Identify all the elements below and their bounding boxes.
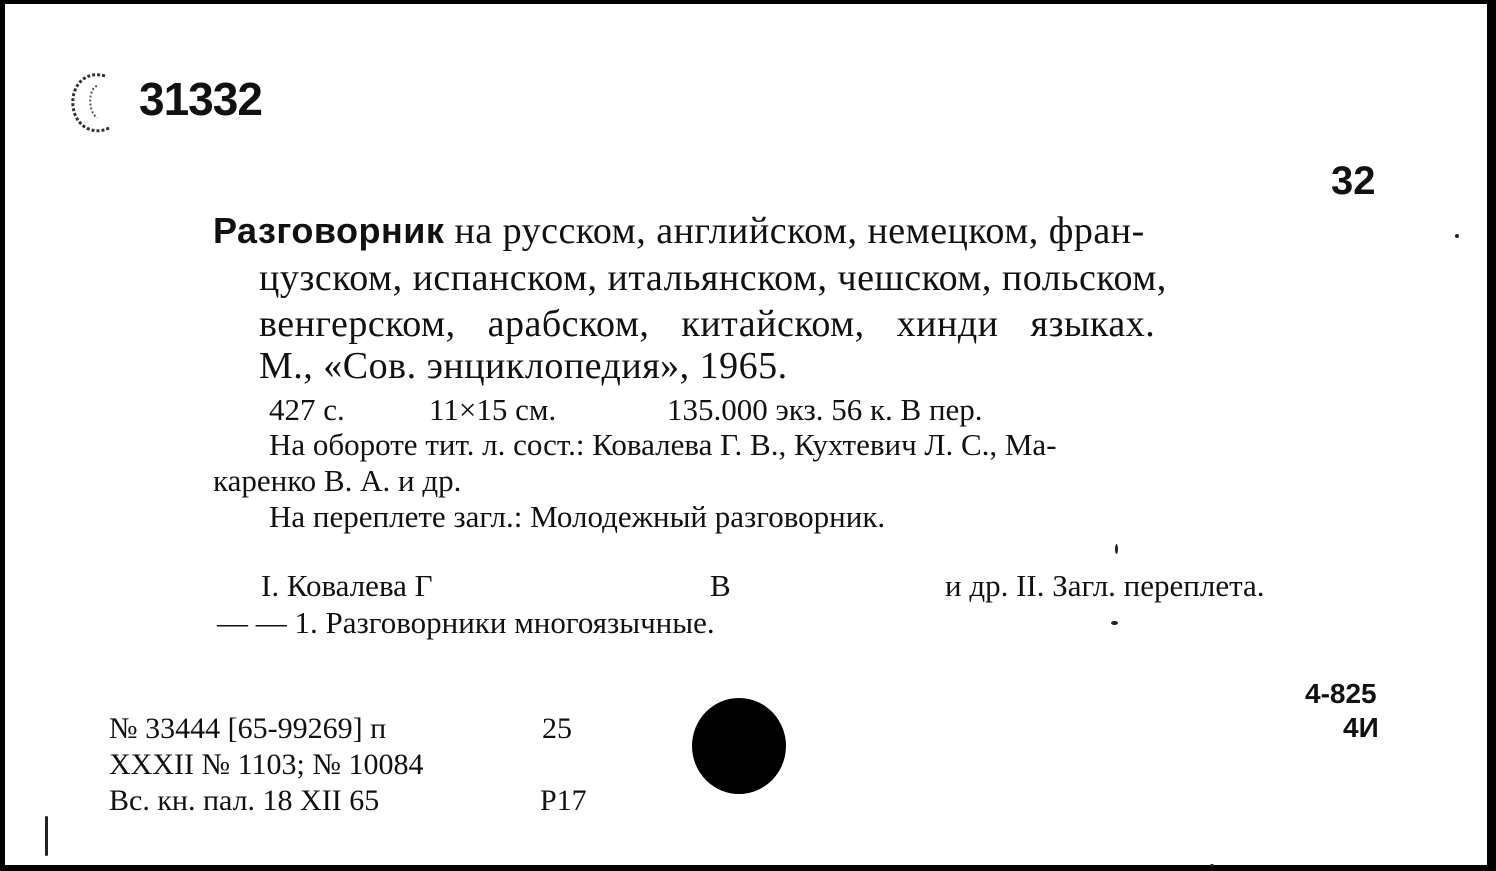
footer-line-1-a: № 33444 [65-99269] п	[109, 712, 387, 745]
scan-speck	[1210, 864, 1214, 867]
scan-speck	[1455, 234, 1459, 238]
note-compilers-line-2: каренко В. А. и др.	[213, 463, 462, 498]
entry-part-3: и др. II. Загл. переплета.	[945, 568, 1265, 603]
note-compilers-line-1: На обороте тит. л. сост.: Ковалева Г. В., Кухтевич Л. С., Ма-	[269, 427, 1057, 462]
title-line-1	[213, 212, 1145, 250]
catalog-card	[3, 2, 1489, 867]
footer-line-3-a: Вс. кн. пал. 18 XII 65	[109, 784, 380, 817]
title-bold-word: Разговорник	[213, 210, 445, 251]
pages: 427 с.	[269, 392, 345, 427]
footer-line-1-b: 25	[542, 712, 572, 745]
footer-line-2: XXXII № 1103; № 10084	[109, 748, 424, 781]
title-line-4: М., «Сов. энциклопедия», 1965.	[259, 345, 788, 387]
entry-part-2: В	[710, 568, 731, 603]
scan-speck	[45, 816, 48, 856]
title-line-1-rest: на русском, английском, немецком, фран-	[454, 210, 1145, 252]
entry-part-1: I. Ковалева Г	[261, 568, 433, 603]
copies-price: 135.000 экз. 56 к. В пер.	[667, 392, 983, 427]
page-number: 32	[1331, 159, 1376, 203]
entry-subject: — — 1. Разговорники многоязычные.	[217, 605, 715, 640]
title-line-2: цузском, испанском, итальянском, чешском, польском,	[259, 257, 1167, 299]
title-line-3: венгерском, арабском, китайском, хинди языках.	[259, 303, 1156, 345]
scan-speck	[1115, 544, 1118, 554]
stamp-number: 31332	[139, 73, 262, 125]
scan-speck	[1111, 621, 1118, 625]
note-cover-title: На переплете загл.: Молодежный разговорник.	[269, 499, 886, 534]
punch-hole	[692, 698, 786, 794]
class-code-1: 4-825	[1305, 678, 1377, 709]
class-code-2: 4И	[1343, 712, 1379, 743]
footer-line-3-b: P17	[540, 784, 587, 817]
size: 11×15 см.	[429, 392, 557, 427]
